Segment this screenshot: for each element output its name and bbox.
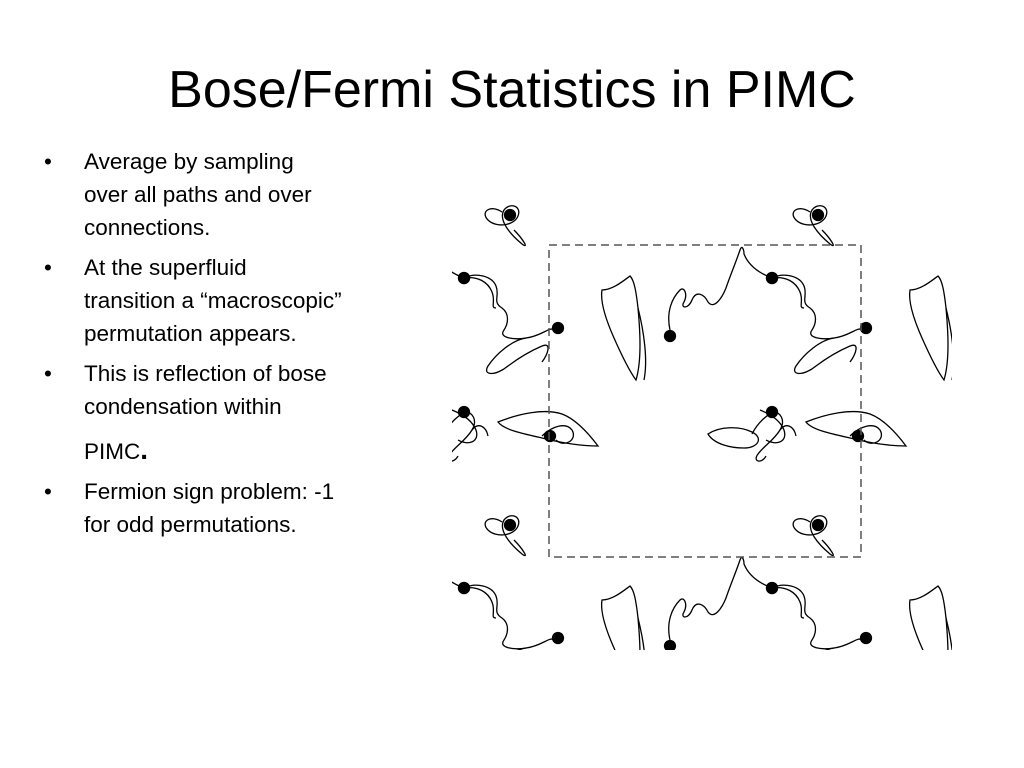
bullet-line: Average by sampling	[84, 149, 294, 174]
bullet-line: transition a “macroscopic”	[84, 288, 342, 313]
bullet-line: Fermion sign problem: -1	[84, 479, 335, 504]
bullet-line: This is reflection of bose	[84, 361, 327, 386]
bullet-marker: •	[44, 361, 52, 386]
simulation-cell-box	[549, 245, 861, 557]
slide-title: Bose/Fermi Statistics in PIMC	[168, 61, 856, 119]
bullet-line: over all paths and over	[84, 182, 312, 207]
bullet-line: permutation appears.	[84, 321, 297, 346]
bullet-line: condensation within	[84, 394, 282, 419]
bullet-line: At the superfluid	[84, 255, 247, 280]
bullet-list	[44, 145, 414, 548]
bullet-item	[44, 251, 414, 350]
bullet-line: PIMC	[84, 439, 141, 464]
bullet-period: .	[140, 434, 149, 465]
bullet-line: connections.	[84, 215, 211, 240]
bullet-marker: •	[44, 255, 52, 280]
bullet-marker: •	[44, 479, 52, 504]
bullet-item	[44, 357, 414, 468]
bullet-marker: •	[44, 149, 52, 174]
bullet-line: for odd permutations.	[84, 512, 297, 537]
bullet-item	[44, 145, 414, 244]
permutation-paths-figure	[452, 190, 952, 650]
bullet-item	[44, 475, 414, 541]
